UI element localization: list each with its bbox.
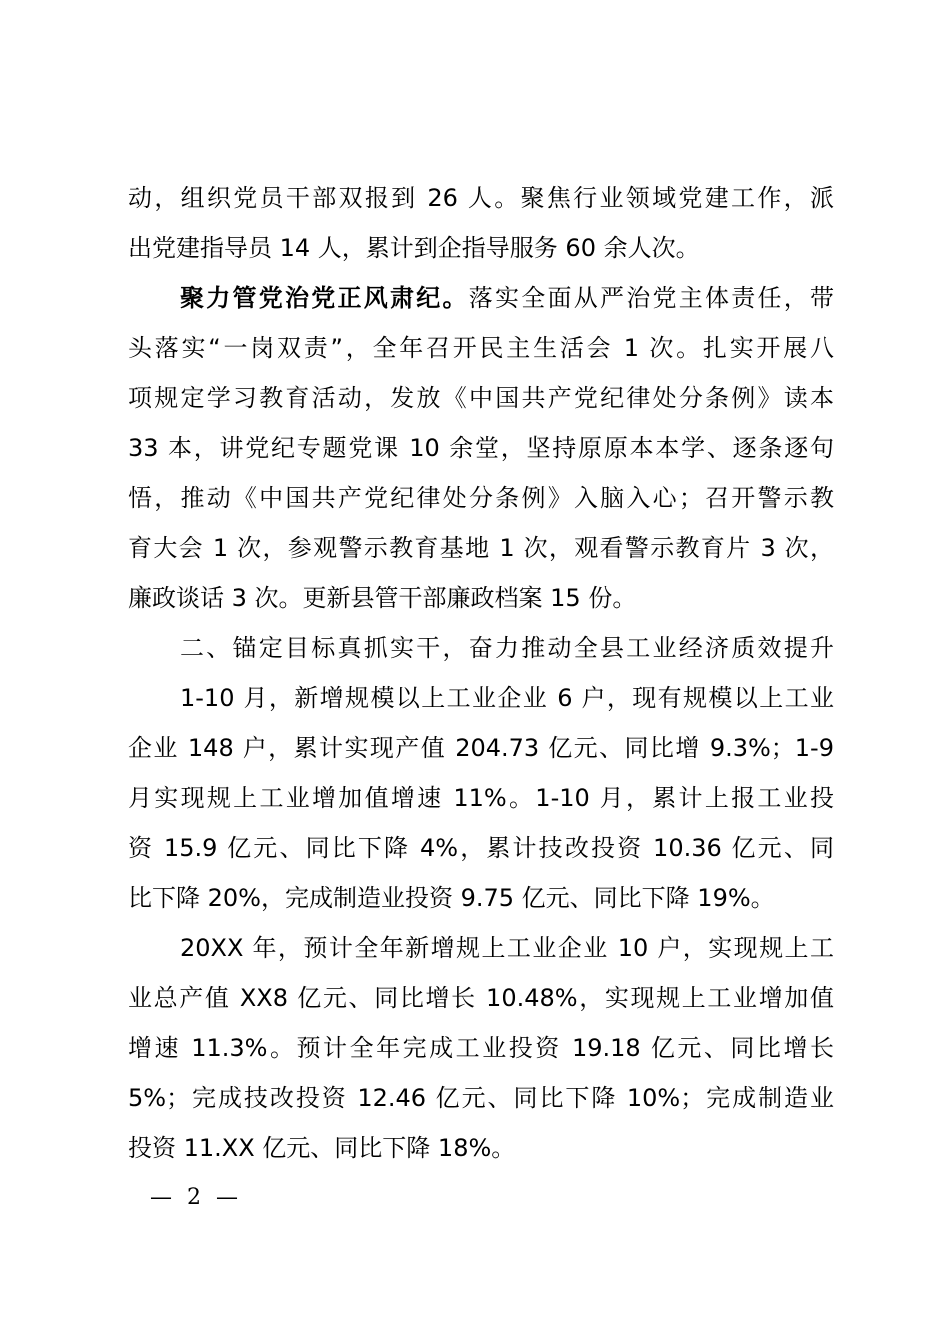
text-line: 投资 11.XX 亿元、同比下降 18%。: [128, 1134, 516, 1162]
text-line: 头落实“一岗双责”，全年召开民主生活会 1 次。扎实开展八: [128, 334, 834, 362]
text-line: 廉政谈话 3 次。更新县管干部廉政档案 15 份。: [128, 584, 637, 612]
text-line: 1-10 月，新增规模以上工业企业 6 户，现有规模以上工业: [180, 684, 834, 712]
text-line: 资 15.9 亿元、同比下降 4%，累计技改投资 10.36 亿元、同: [128, 834, 834, 862]
text-line: 33 本，讲党纪专题党课 10 余堂，坚持原原本本学、逐条逐句: [128, 434, 834, 462]
text-line: 育大会 1 次，参观警示教育基地 1 次，观看警示教育片 3 次，: [128, 534, 834, 562]
text-line: 出党建指导员 14 人，累计到企指导服务 60 余人次。: [128, 234, 700, 262]
text-line: 月实现规上工业增加值增速 11%。1-10 月，累计上报工业投: [128, 784, 834, 812]
section-heading: 聚力管党治党正风肃纪。: [180, 284, 469, 312]
text-line: 业总产值 XX8 亿元、同比增长 10.48%，实现规上工业增加值: [128, 984, 834, 1012]
text-line: 动，组织党员干部双报到 26 人。聚焦行业领域党建工作，派: [128, 184, 834, 212]
text-line: 5%；完成技改投资 12.46 亿元、同比下降 10%；完成制造业: [128, 1084, 834, 1112]
text-span: 落实全面从严治党主体责任，带: [468, 284, 834, 312]
section-title: 二、锚定目标真抓实干，奋力推动全县工业经济质效提升: [180, 634, 834, 662]
text-line: 悟，推动《中国共产党纪律处分条例》入脑入心；召开警示教: [128, 484, 834, 512]
page-number: — 2 —: [150, 1185, 242, 1210]
text-line: 增速 11.3%。预计全年完成工业投资 19.18 亿元、同比增长: [128, 1034, 834, 1062]
text-line: 比下降 20%，完成制造业投资 9.75 亿元、同比下降 19%。: [128, 884, 775, 912]
text-line: 项规定学习教育活动，发放《中国共产党纪律处分条例》读本: [128, 384, 834, 412]
text-line: 企业 148 户，累计实现产值 204.73 亿元、同比增 9.3%；1-9: [128, 734, 834, 762]
text-line: [128, 273, 834, 323]
text-line: 20XX 年，预计全年新增规上工业企业 10 户，实现规上工: [180, 934, 834, 962]
document-body: [128, 173, 834, 1173]
